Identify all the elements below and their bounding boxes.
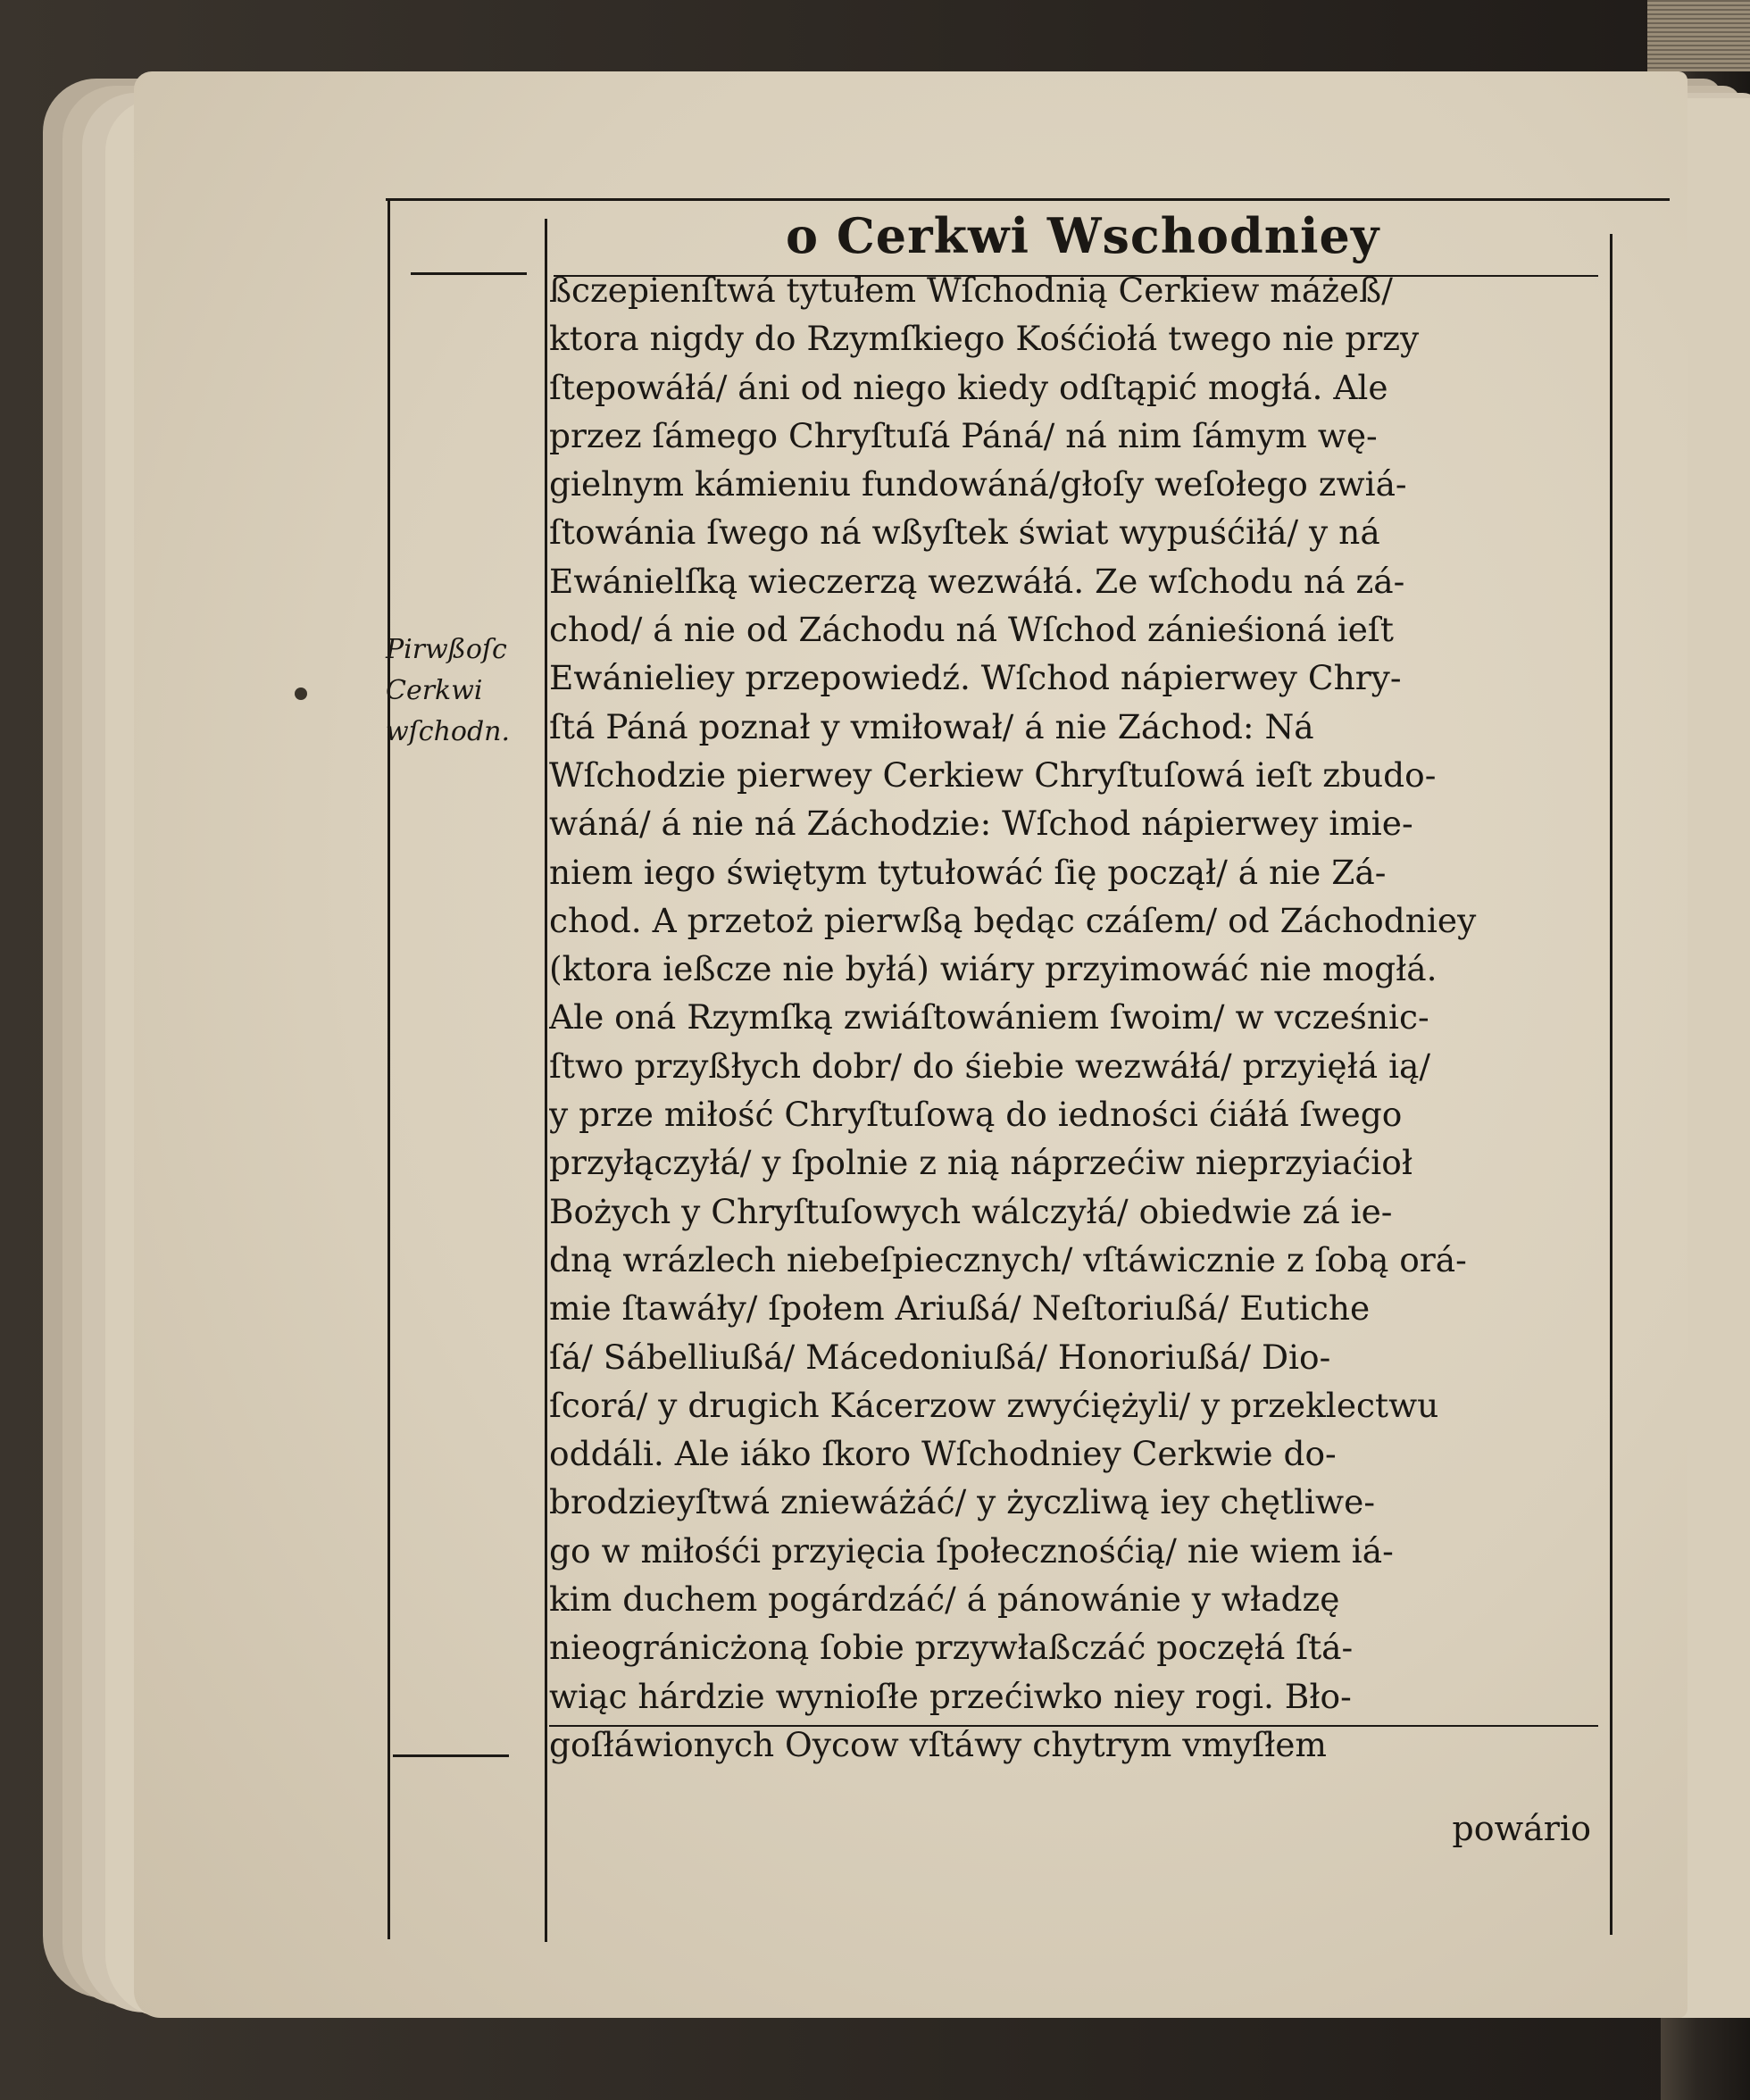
text-line: przyłączyłá/ y ſpolnie z nią náprzećiw nieprzyiaćioł [549, 1143, 1413, 1183]
text-line: wiąc hárdzie wynioſłe przećiwko niey rogi. Bło- [549, 1676, 1352, 1716]
right-frame-rule [1610, 234, 1612, 1935]
margin-dash-bottom [393, 1754, 509, 1757]
text-line: (ktora ießcze nie byłá) wiáry przyimowáć nie mogłá. [549, 949, 1438, 989]
text-line: brodzieyſtwá zniewáżáć/ y życzliwą iey chętliwe- [549, 1482, 1376, 1522]
text-line: niem iego świętym tytułowáć ſię począł/ á nie Zá- [549, 852, 1387, 892]
text-line: Ewánieliey przepowiedź. Wſchod nápierwey Chry- [549, 658, 1402, 698]
text-line: go w miłośći przyięcia ſpołecznośćią/ nie wiem iá- [549, 1530, 1394, 1571]
left-frame-rule [388, 198, 390, 1939]
text-line: ſtepowáłá/ áni od niego kiedy odſtąpić mogłá. Ale [549, 367, 1388, 407]
text-line: kim duchem pogárdzáć/ á pánowánie y władzę [549, 1579, 1340, 1620]
marginal-note-line: wſchodn. [386, 716, 511, 747]
catchword: powário [1452, 1809, 1591, 1848]
text-line: ſtwo przyßłych dobr/ do śiebie wezwáłá/ przyięłá ią/ [549, 1046, 1431, 1086]
body-text [549, 266, 1598, 1764]
gutter-rule [545, 219, 547, 1942]
top-rule [386, 198, 1670, 201]
running-header: o Cerkwi Wschodniey [786, 207, 1380, 264]
text-line: ſtá Páná poznał y vmiłował/ á nie Záchod: Ná [549, 706, 1314, 746]
margin-dash-top [411, 272, 527, 275]
text-line: chod. A przetoż pierwßą będąc czáſem/ od Záchodniey [549, 900, 1477, 940]
text-line: Bożych y Chryſtuſowych wálczyłá/ obiedwie zá ie- [549, 1191, 1393, 1231]
page-stain [295, 688, 307, 700]
text-line: ſtowánia ſwego ná wßyſtek świat wypuśćiłá/ y ná [549, 512, 1380, 553]
text-line: wáná/ á nie ná Záchodzie: Wſchod nápierwey imie- [549, 804, 1413, 844]
marginal-note [386, 629, 546, 753]
text-line: Ale oná Rzymſką zwiáſtowániem ſwoim/ w vcześnic- [549, 997, 1429, 1038]
text-line: ktora nigdy do Rzymſkiego Kośćiołá twego nie przy [549, 319, 1420, 359]
text-line: Ewánielſką wieczerzą wezwáłá. Ze wſchodu ná zá- [549, 561, 1405, 601]
marginal-note-line: Pirwßoſc [386, 634, 507, 665]
text-line: Wſchodzie pierwey Cerkiew Chryſtuſowá ieſt zbudo- [549, 754, 1437, 795]
marginal-note-line: Cerkwi [386, 675, 483, 706]
text-line: nieogránicżoną ſobie przywłaßczáć poczęłá ſtá- [549, 1628, 1354, 1668]
adjacent-page-stack [1647, 0, 1750, 71]
text-line: oddáli. Ale iáko ſkoro Wſchodniey Cerkwie do- [549, 1434, 1337, 1474]
text-line: dną wrázlech niebeſpiecznych/ vſtáwicznie z ſobą orá- [549, 1239, 1467, 1279]
text-line: chod/ á nie od Záchodu ná Wſchod zánieśioná ieſt [549, 610, 1394, 650]
text-line: ſá/ Sábelliußá/ Mácedoniußá/ Honoriußá/ Dio- [549, 1337, 1331, 1377]
text-line: gielnym kámieniu fundowáná/głoſy weſołego zwiá- [549, 464, 1407, 504]
text-line: mie ſtawáły/ ſpołem Ariußá/ Neſtoriußá/ Eutiche [549, 1288, 1371, 1329]
text-line: przez ſámego Chryſtuſá Páná/ ná nim ſámym wę- [549, 415, 1378, 455]
text-line: ſcorá/ y drugich Kácerzow zwyćiężyli/ y przeklectwu [549, 1385, 1439, 1425]
text-line: ßczepienſtwá tytułem Wſchodnią Cerkiew máżeß/ [549, 271, 1393, 310]
text-line: y prze miłość Chryſtuſową do iedności ćiáłá ſwego [549, 1095, 1403, 1135]
text-line: goſłáwionych Oycow vſtáwy chytrym vmyſłem [549, 1724, 1327, 1764]
